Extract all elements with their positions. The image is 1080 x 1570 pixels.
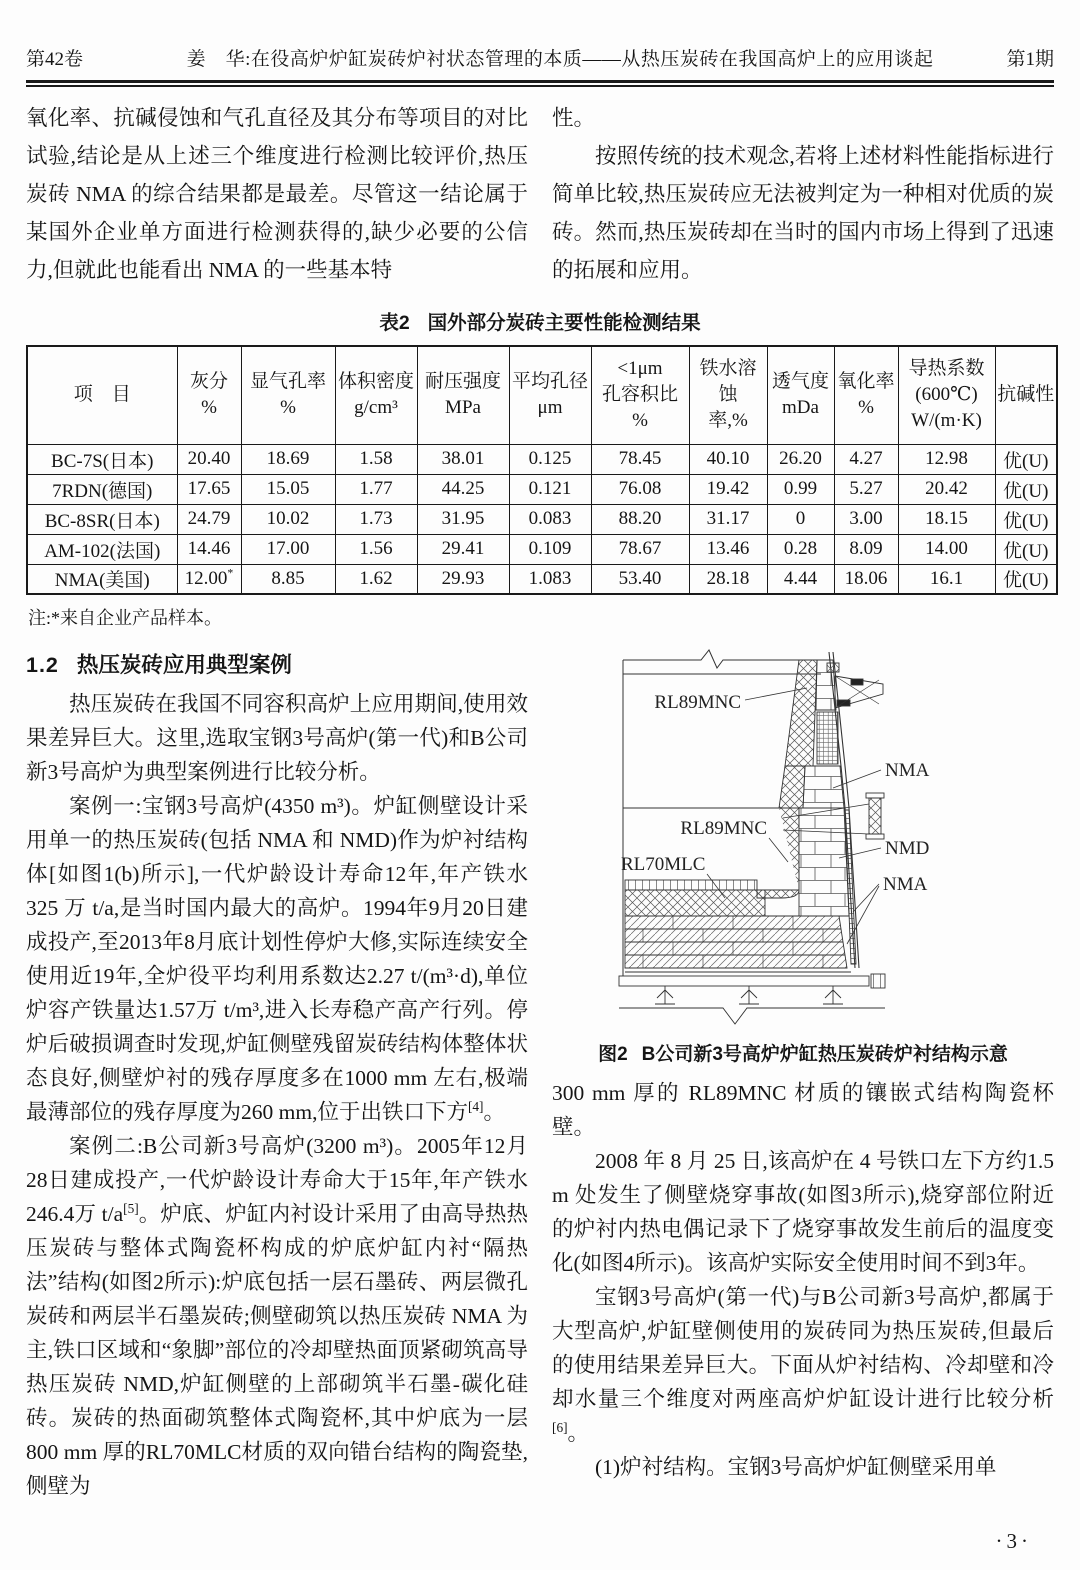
page-number: ·3·	[995, 1529, 1032, 1553]
figure2-drawing-wrap	[583, 646, 1023, 1035]
table-cell: 10.02	[241, 504, 335, 534]
table-cell: 20.40	[177, 444, 241, 474]
paragraph: 2008 年 8 月 25 日,该高炉在 4 号铁口左下方约1.5 m 处发生了侧壁烧穿事故(如图3所示),烧穿部位附近的炉衬内热电偶记录下了烧穿事故发生前后的温度变化(如图4所示)。该高炉实际安全使用时间不到3年。	[552, 1149, 1054, 1275]
table-cell: 16.1	[898, 564, 995, 594]
table-cell: 0.28	[767, 534, 834, 564]
table-header-cell: 氧化率 %	[834, 346, 898, 444]
table-row	[27, 564, 1057, 594]
intro-right-column	[552, 99, 1054, 289]
table-cell: 1.73	[335, 504, 417, 534]
table-number-label: 表2	[379, 312, 410, 334]
table-block	[26, 307, 1054, 630]
table-cell: 1.083	[509, 564, 591, 594]
table-cell: 优(U)	[995, 564, 1057, 594]
right-column	[552, 646, 1054, 1503]
intro-section	[26, 99, 1054, 289]
left-column-text	[26, 687, 528, 1503]
table-cell: 31.17	[689, 504, 767, 534]
table-cell: 1.58	[335, 444, 417, 474]
header-double-rule	[26, 80, 1054, 87]
section-heading	[26, 648, 528, 679]
paragraph: (1)炉衬结构。宝钢3号高炉炉缸侧壁采用单	[595, 1455, 997, 1479]
section-number: 1.2	[26, 653, 59, 677]
paragraph: 性。	[552, 106, 596, 130]
table-footnote: 注:*来自企业产品样本。	[28, 608, 222, 628]
table-cell: 15.05	[241, 474, 335, 504]
table-title	[26, 307, 1054, 335]
table-cell: 优(U)	[995, 474, 1057, 504]
table-header-cell: 耐压强度 MPa	[417, 346, 509, 444]
table-header-cell: 导热系数 (600℃) W/(m·K)	[898, 346, 995, 444]
right-column-text	[552, 1076, 1054, 1484]
table-cell: 88.20	[591, 504, 689, 534]
paragraph: 案例一:宝钢3号高炉(4350 m³)。炉缸侧壁设计采用单一的热压炭砖(包括 NMA 和 NMD)作为炉衬结构体[如图1(b)所示],一代炉龄设计寿命12年,年产铁水 325 万 t/a,是当时国内最大的高炉。1994年9月20日建成投产,至2013年8月底计划性停炉大修,实际连续安全使用近19年,全炉役平均利用系数达2.27 t/(m³·d),单位炉容产铁量达1.57万 t/m³,进入长寿稳产高产行列。停炉后破损调查时发现,炉缸侧壁残留炭砖结构体整体状态良好,侧壁炉衬的残存厚度多在1000 mm 左右,极端最薄部位的残存厚度为260 mm,位于出铁口下方[4]。	[26, 794, 528, 1124]
table-cell: 31.95	[417, 504, 509, 534]
running-header	[26, 44, 1054, 71]
table-cell: 18.06	[834, 564, 898, 594]
table-cell: 8.85	[241, 564, 335, 594]
figure-label-rl70mlc: RL70MLC	[621, 854, 706, 875]
table-cell: 0.125	[509, 444, 591, 474]
table-cell: 38.01	[417, 444, 509, 474]
table-header-cell: 灰分 %	[177, 346, 241, 444]
table-cell: 14.00	[898, 534, 995, 564]
figure-label-nmd: NMD	[885, 838, 930, 859]
table-title-text: 国外部分炭砖主要性能检测结果	[427, 312, 701, 334]
table-header-cell: 体积密度 g/cm³	[335, 346, 417, 444]
table-cell: 8.09	[834, 534, 898, 564]
table-cell: 5.27	[834, 474, 898, 504]
table-cell: 0	[767, 504, 834, 534]
paragraph: 热压炭砖在我国不同容积高炉上应用期间,使用效果差异巨大。这里,选取宝钢3号高炉(第一代)和B公司新3号高炉为典型案例进行比较分析。	[26, 692, 528, 784]
table-cell: 44.25	[417, 474, 509, 504]
table-cell: 53.40	[591, 564, 689, 594]
table-cell: 24.79	[177, 504, 241, 534]
figure2-caption	[552, 1039, 1054, 1066]
figure-label-nma-upper: NMA	[885, 760, 930, 781]
section-title: 热压炭砖应用典型案例	[76, 653, 292, 677]
table-cell: 0.99	[767, 474, 834, 504]
table-cell: 19.42	[689, 474, 767, 504]
table-cell: 17.65	[177, 474, 241, 504]
running-title: 姜 华:在役高炉炉缸炭砖炉衬状态管理的本质——从热压炭砖在我国高炉上的应用谈起	[186, 49, 934, 70]
journal-issue: 第1期	[1006, 49, 1054, 70]
table-cell: 28.18	[689, 564, 767, 594]
figure-label-rl89mnc-mid: RL89MNC	[680, 818, 767, 839]
table-cell: 40.10	[689, 444, 767, 474]
table-cell: 0.121	[509, 474, 591, 504]
table-cell: 4.44	[767, 564, 834, 594]
tuyere-assembly	[827, 663, 883, 708]
performance-table	[26, 345, 1058, 595]
table-cell: 29.93	[417, 564, 509, 594]
table-row	[27, 534, 1057, 564]
left-column	[26, 646, 528, 1503]
table-cell: 0.109	[509, 534, 591, 564]
table-cell: 1.77	[335, 474, 417, 504]
intro-left-column	[26, 99, 528, 289]
figure-label-rl89mnc-top: RL89MNC	[654, 692, 741, 713]
table-header-cell: <1μm 孔容积比 %	[591, 346, 689, 444]
table-cell: 78.67	[591, 534, 689, 564]
paragraph: 宝钢3号高炉(第一代)与B公司新3号高炉,都属于大型高炉,炉缸壁侧使用的炭砖同为热压炭砖,但最后的使用结果差异巨大。下面从炉衬结构、冷却壁和冷却水量三个维度对两座高炉炉缸设计进行比较分析[6]。	[552, 1285, 1054, 1445]
table-header-row	[27, 346, 1057, 444]
figure-number-label: 图2	[598, 1044, 628, 1065]
table-row	[27, 474, 1057, 504]
table-cell: 12.98	[898, 444, 995, 474]
table-cell: BC-7S(日本)	[27, 444, 177, 474]
figure2	[552, 646, 1054, 1066]
table-row	[27, 504, 1057, 534]
table-cell: 优(U)	[995, 534, 1057, 564]
table-row	[27, 444, 1057, 474]
table-cell: 7RDN(德国)	[27, 474, 177, 504]
table-cell: 0.083	[509, 504, 591, 534]
table-cell: 4.27	[834, 444, 898, 474]
table-cell: 14.46	[177, 534, 241, 564]
table-cell: 20.42	[898, 474, 995, 504]
paragraph: 按照传统的技术观念,若将上述材料性能指标进行简单比较,热压炭砖应无法被判定为一种相对优质的炭砖。然而,热压炭砖却在当时的国内市场上得到了迅速的拓展和应用。	[552, 144, 1054, 282]
furnace-lining-diagram	[583, 646, 1023, 1030]
table-header-cell: 抗碱性	[995, 346, 1057, 444]
table-header-cell: 平均孔径 μm	[509, 346, 591, 444]
figure-caption-text: B公司新3号高炉炉缸热压炭砖炉衬结构示意	[641, 1044, 1008, 1065]
table-cell: AM-102(法国)	[27, 534, 177, 564]
table-cell: 12.00*	[177, 564, 241, 594]
table-cell: 78.45	[591, 444, 689, 474]
figure-label-nma-lower: NMA	[883, 874, 928, 895]
table-cell: 1.56	[335, 534, 417, 564]
table-header-cell: 显气孔率 %	[241, 346, 335, 444]
bottom-steel-structure	[619, 972, 885, 1024]
paragraph: 氧化率、抗碱侵蚀和气孔直径及其分布等项目的对比试验,结论是从上述三个维度进行检测比较评价,热压炭砖 NMA 的综合结果都是最差。尽管这一结论属于某国外企业单方面进行检测获得的,缺少必要的公信力,但就此也能看出 NMA 的一些基本特	[26, 106, 528, 282]
paragraph: 案例二:B公司新3号高炉(3200 m³)。2005年12月28日建成投产,一代炉龄设计寿命大于15年,年产铁水246.4万 t/a[5]。炉底、炉缸内衬设计采用了由高导热热压炭砖与整体式陶瓷杯构成的炉底炉缸内衬“隔热法”结构(如图2所示):炉底包括一层石墨砖、两层微孔炭砖和两层半石墨炭砖;侧壁砌筑以热压炭砖 NMA 为主,铁口区域和“象脚”部位的冷却壁热面顶紧砌筑高导热压炭砖 NMD,炉缸侧壁的上部砌筑半石墨-碳化硅砖。炭砖的热面砌筑整体式陶瓷杯,其中炉底为一层 800 mm 厚的RL70MLC材质的双向错台结构的陶瓷垫,侧壁为	[26, 1134, 528, 1498]
table-cell: 76.08	[591, 474, 689, 504]
section-1-2	[26, 646, 1054, 1503]
table-cell: BC-8SR(日本)	[27, 504, 177, 534]
table-cell: 13.46	[689, 534, 767, 564]
table-cell: 优(U)	[995, 504, 1057, 534]
table-cell: 优(U)	[995, 444, 1057, 474]
table-cell: 1.62	[335, 564, 417, 594]
paragraph: 300 mm 厚的 RL89MNC 材质的镶嵌式结构陶瓷杯壁。	[552, 1081, 1054, 1139]
journal-volume: 第42卷	[26, 49, 84, 70]
table-cell: 29.41	[417, 534, 509, 564]
table-cell: NMA(美国)	[27, 564, 177, 594]
table-cell: 18.15	[898, 504, 995, 534]
table-cell: 17.00	[241, 534, 335, 564]
table-cell: 3.00	[834, 504, 898, 534]
table-cell: 18.69	[241, 444, 335, 474]
table-header-cell: 项 目	[27, 346, 177, 444]
table-header-cell: 透气度 mDa	[767, 346, 834, 444]
table-cell: 26.20	[767, 444, 834, 474]
table-header-cell: 铁水溶蚀 率,%	[689, 346, 767, 444]
